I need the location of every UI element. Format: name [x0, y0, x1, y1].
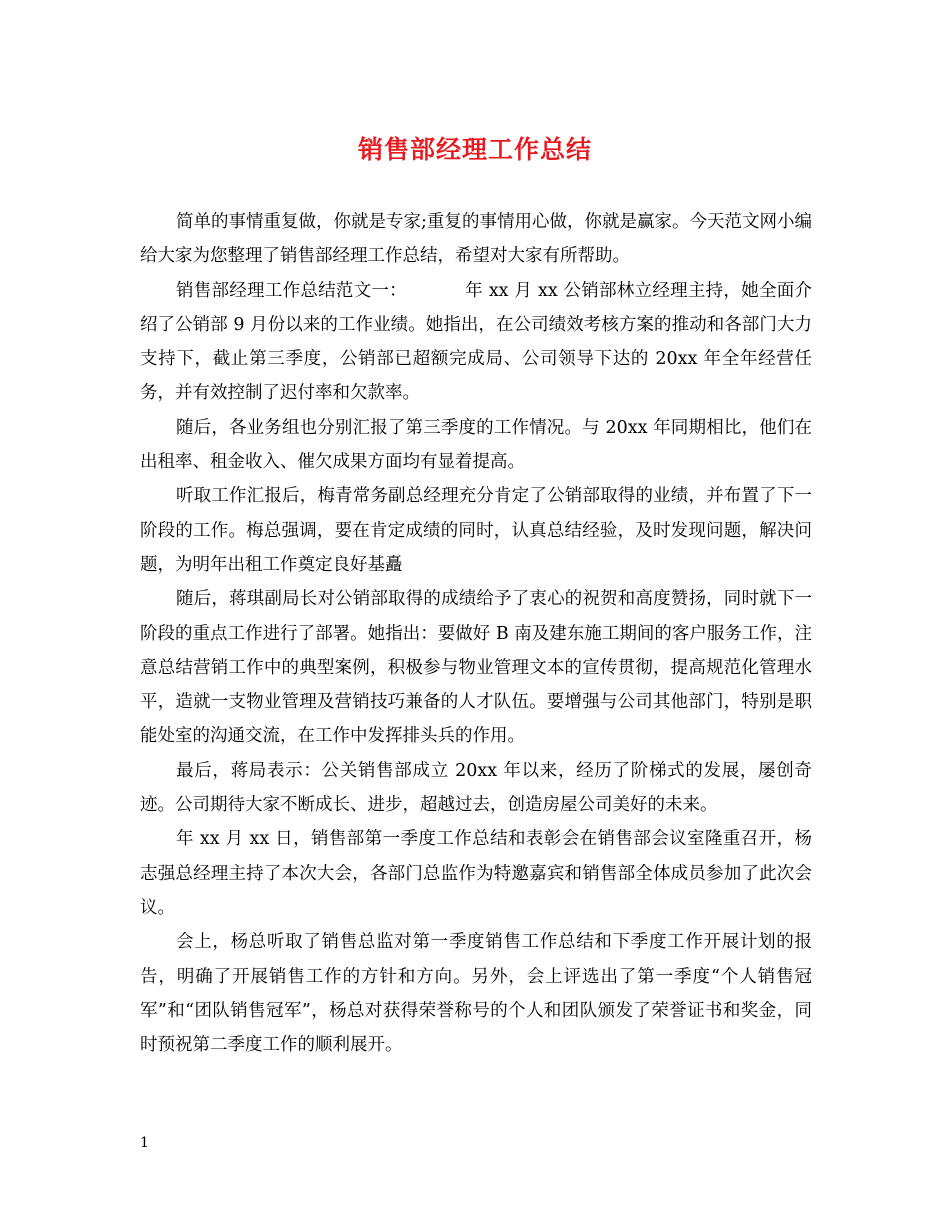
award-paragraph: 会上，杨总听取了销售总监对第一季度销售工作总结和下季度工作开展计划的报告，明确了开展销售工作的方针和方向。另外，会上评选出了第一季度“个人销售冠军”和“团队销售冠军”，杨总对获得荣誉称号的个人和团队颁发了荣誉证书和奖金，同时预祝第二季度工作的顺利展开。	[140, 932, 812, 1056]
sample-text: 年 xx 月 xx 公销部林立经理主持，她全面介绍了公销部 9 月份以来的工作业绩。她指出，在公司绩效考核方案的推动和各部门大力支持下，截止第三季度，公销部已超额完成局、公司领导下达的 20xx 年全年经营任务，并有效控制了迟付率和欠款率。	[140, 280, 812, 404]
sample-paragraph	[140, 274, 812, 411]
deployment-paragraph: 随后，蒋琪副局长对公销部取得的成绩给予了衷心的祝贺和高度赞扬，同时就下一阶段的重点工作进行了部署。她指出：要做好 B 南及建东施工期间的客户服务工作，注意总结营销工作中的典型案例，积极参与物业管理文本的宣传贯彻，提高规范化管理水平，造就一支物业管理及营销技巧兼备的人才队伍。要增强与公司其他部门，特别是职能处室的沟通交流，在工作中发挥排头兵的作用。	[140, 589, 812, 747]
intro-paragraph: 简单的事情重复做，你就是专家;重复的事情用心做，你就是赢家。今天范文网小编给大家为您整理了销售部经理工作总结，希望对大家有所帮助。	[140, 212, 812, 267]
document-body	[140, 205, 812, 1062]
review-paragraph: 听取工作汇报后，梅青常务副总经理充分肯定了公销部取得的业绩，并布置了下一阶段的工作。梅总强调，要在肯定成绩的同时，认真总结经验，及时发现问题，解决问题，为明年出租工作奠定良好基矗	[140, 486, 812, 575]
page-number: 1	[140, 1135, 149, 1151]
document-title: 销售部经理工作总结	[357, 135, 592, 164]
closing-paragraph: 最后，蒋局表示：公关销售部成立 20xx 年以来，经历了阶梯式的发展，屡创奇迹。公司期待大家不断成长、进步，超越过去，创造房屋公司美好的未来。	[140, 760, 812, 816]
meeting-paragraph: 年 xx 月 xx 日，销售部第一季度工作总结和表彰会在销售部会议室隆重召开，杨志强总经理主持了本次大会，各部门总监作为特邀嘉宾和销售部全体成员参加了此次会议。	[140, 829, 812, 918]
report-paragraph: 随后，各业务组也分别汇报了第三季度的工作情况。与 20xx 年同期相比，他们在出租率、租金收入、催欠成果方面均有显着提高。	[140, 417, 812, 473]
sample-label: 销售部经理工作总结范文一：	[176, 280, 407, 301]
